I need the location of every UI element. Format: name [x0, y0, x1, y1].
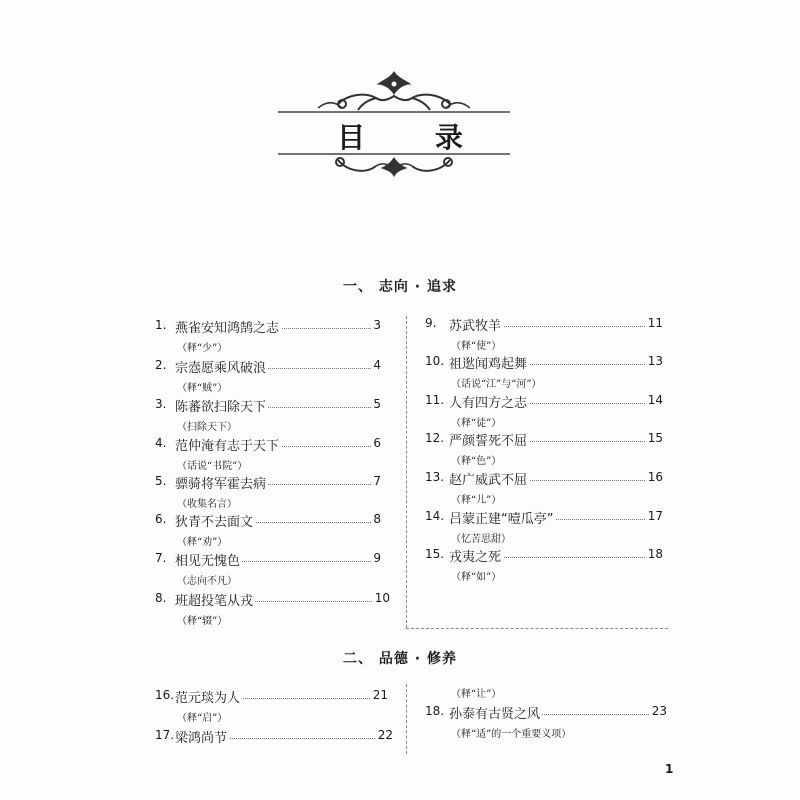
entry-note: （释“劝”） [177, 537, 228, 548]
entry-note: （释“色”） [451, 456, 502, 467]
entry-note: （释“徒”） [451, 418, 502, 429]
entry-page: 21 [372, 688, 388, 702]
entry-number: 14. [425, 509, 445, 523]
entry-number: 9. [425, 316, 437, 330]
entry-page: 16 [647, 470, 663, 484]
toc-entry[interactable] [155, 591, 390, 631]
entry-number: 7. [155, 551, 167, 565]
entry-number: 3. [155, 397, 167, 411]
entry-page: 5 [373, 397, 381, 411]
entry-number: 5. [155, 474, 167, 488]
entry-page: 18 [647, 547, 663, 561]
entry-title: 相见无愧色 [175, 550, 242, 569]
entry-page: 3 [373, 318, 381, 332]
toc-entry[interactable] [155, 551, 381, 591]
entry-title: 严颜誓死不屈 [449, 430, 529, 449]
toc-entry[interactable] [155, 512, 381, 552]
toc-entry[interactable] [425, 354, 663, 394]
entry-page: 7 [373, 474, 381, 488]
toc-entry[interactable] [425, 509, 663, 549]
entry-number: 15. [425, 547, 445, 561]
entry-title: 狄青不去面文 [175, 511, 255, 530]
entry-number: 11. [425, 393, 445, 407]
toc-entry[interactable] [425, 704, 667, 744]
entry-note: （释“启”） [177, 713, 228, 724]
entry-title: 范元琰为人 [175, 687, 242, 706]
entry-note: （释“适”的一个重要义项） [451, 729, 572, 740]
entry-title: 吕蒙正建“噎瓜亭” [449, 508, 555, 527]
entry-number: 1. [155, 318, 167, 332]
entry-number: 8. [155, 591, 167, 605]
entry-note: （忆苦思甜） [451, 534, 511, 545]
column-divider [406, 684, 407, 754]
entry-number: 10. [425, 354, 445, 368]
entry-page: 23 [651, 704, 667, 718]
entry-title: 戎夷之死 [449, 546, 503, 565]
toc-entry[interactable] [155, 474, 381, 514]
entry-title: 苏武牧羊 [449, 315, 503, 334]
section-bottom-border [406, 628, 668, 629]
entry-page: 9 [373, 551, 381, 565]
page-number: 1 [665, 762, 674, 776]
entry-title: 陈蕃欲扫除天下 [175, 396, 268, 415]
entry-title: 梁鸿尚节 [175, 727, 229, 746]
entry-number: 18. [425, 704, 445, 718]
entry-note: （释“贼”） [177, 383, 228, 394]
entry-number: 17. [155, 728, 175, 742]
entry-title: 赵广威武不屈 [449, 469, 529, 488]
entry-note: （志向不凡） [177, 576, 237, 587]
toc-entry[interactable] [155, 397, 381, 437]
entry-note: （释“让”） [451, 689, 502, 700]
entry-note: （释“使”） [451, 341, 502, 352]
entry-page: 10 [374, 591, 390, 605]
entry-title: 人有四方之志 [449, 392, 529, 411]
toc-entry[interactable] [425, 664, 663, 704]
toc-entry[interactable] [155, 728, 393, 768]
entry-page: 15 [647, 431, 663, 445]
section-heading-2: 二、 品德 · 修养 [343, 651, 457, 667]
entry-note: （释“儿”） [451, 495, 502, 506]
toc-entry[interactable] [425, 316, 663, 356]
entry-note: （扫除天下） [177, 422, 237, 433]
entry-number: 16. [155, 688, 175, 702]
page-title: 目 录 [337, 121, 493, 154]
entry-page: 11 [647, 316, 663, 330]
entry-title: 燕雀安知鸿鹄之志 [175, 317, 281, 336]
entry-note: （释“如”） [451, 572, 502, 583]
entry-title: 宗悫愿乘风破浪 [175, 357, 268, 376]
entry-note: （收集名言） [177, 499, 237, 510]
toc-entry[interactable] [155, 358, 381, 398]
entry-number: 13. [425, 470, 445, 484]
toc-entry[interactable] [155, 318, 381, 358]
entry-page: 17 [647, 509, 663, 523]
entry-page: 14 [647, 393, 663, 407]
toc-entry[interactable] [425, 431, 663, 471]
entry-number: 2. [155, 358, 167, 372]
entry-title: 范仲淹有志于天下 [175, 435, 281, 454]
entry-title: 孙泰有古贤之风 [449, 703, 542, 722]
entry-title: 祖逖闻鸡起舞 [449, 353, 529, 372]
toc-entry[interactable] [155, 436, 381, 476]
column-divider [406, 316, 407, 628]
entry-page: 22 [377, 728, 393, 742]
entry-number: 6. [155, 512, 167, 526]
entry-note: （释“辍”） [177, 616, 228, 627]
toc-entry[interactable] [425, 393, 663, 433]
toc-entry[interactable] [425, 547, 663, 587]
entry-number: 4. [155, 436, 167, 450]
entry-number: 12. [425, 431, 445, 445]
entry-note: （话说“江”与“河”） [451, 379, 542, 390]
entry-page: 8 [373, 512, 381, 526]
entry-page: 13 [647, 354, 663, 368]
entry-note: （释“少”） [177, 343, 228, 354]
entry-page: 4 [373, 358, 381, 372]
entry-note: （话说“书院”） [177, 461, 248, 472]
toc-entry[interactable] [155, 688, 388, 728]
entry-page: 6 [373, 436, 381, 450]
entry-title: 骠骑将军霍去病 [175, 473, 268, 492]
section-heading-1: 一、 志向 · 追求 [343, 279, 457, 295]
entry-title: 班超投笔从戎 [175, 590, 255, 609]
toc-entry[interactable] [425, 470, 663, 510]
